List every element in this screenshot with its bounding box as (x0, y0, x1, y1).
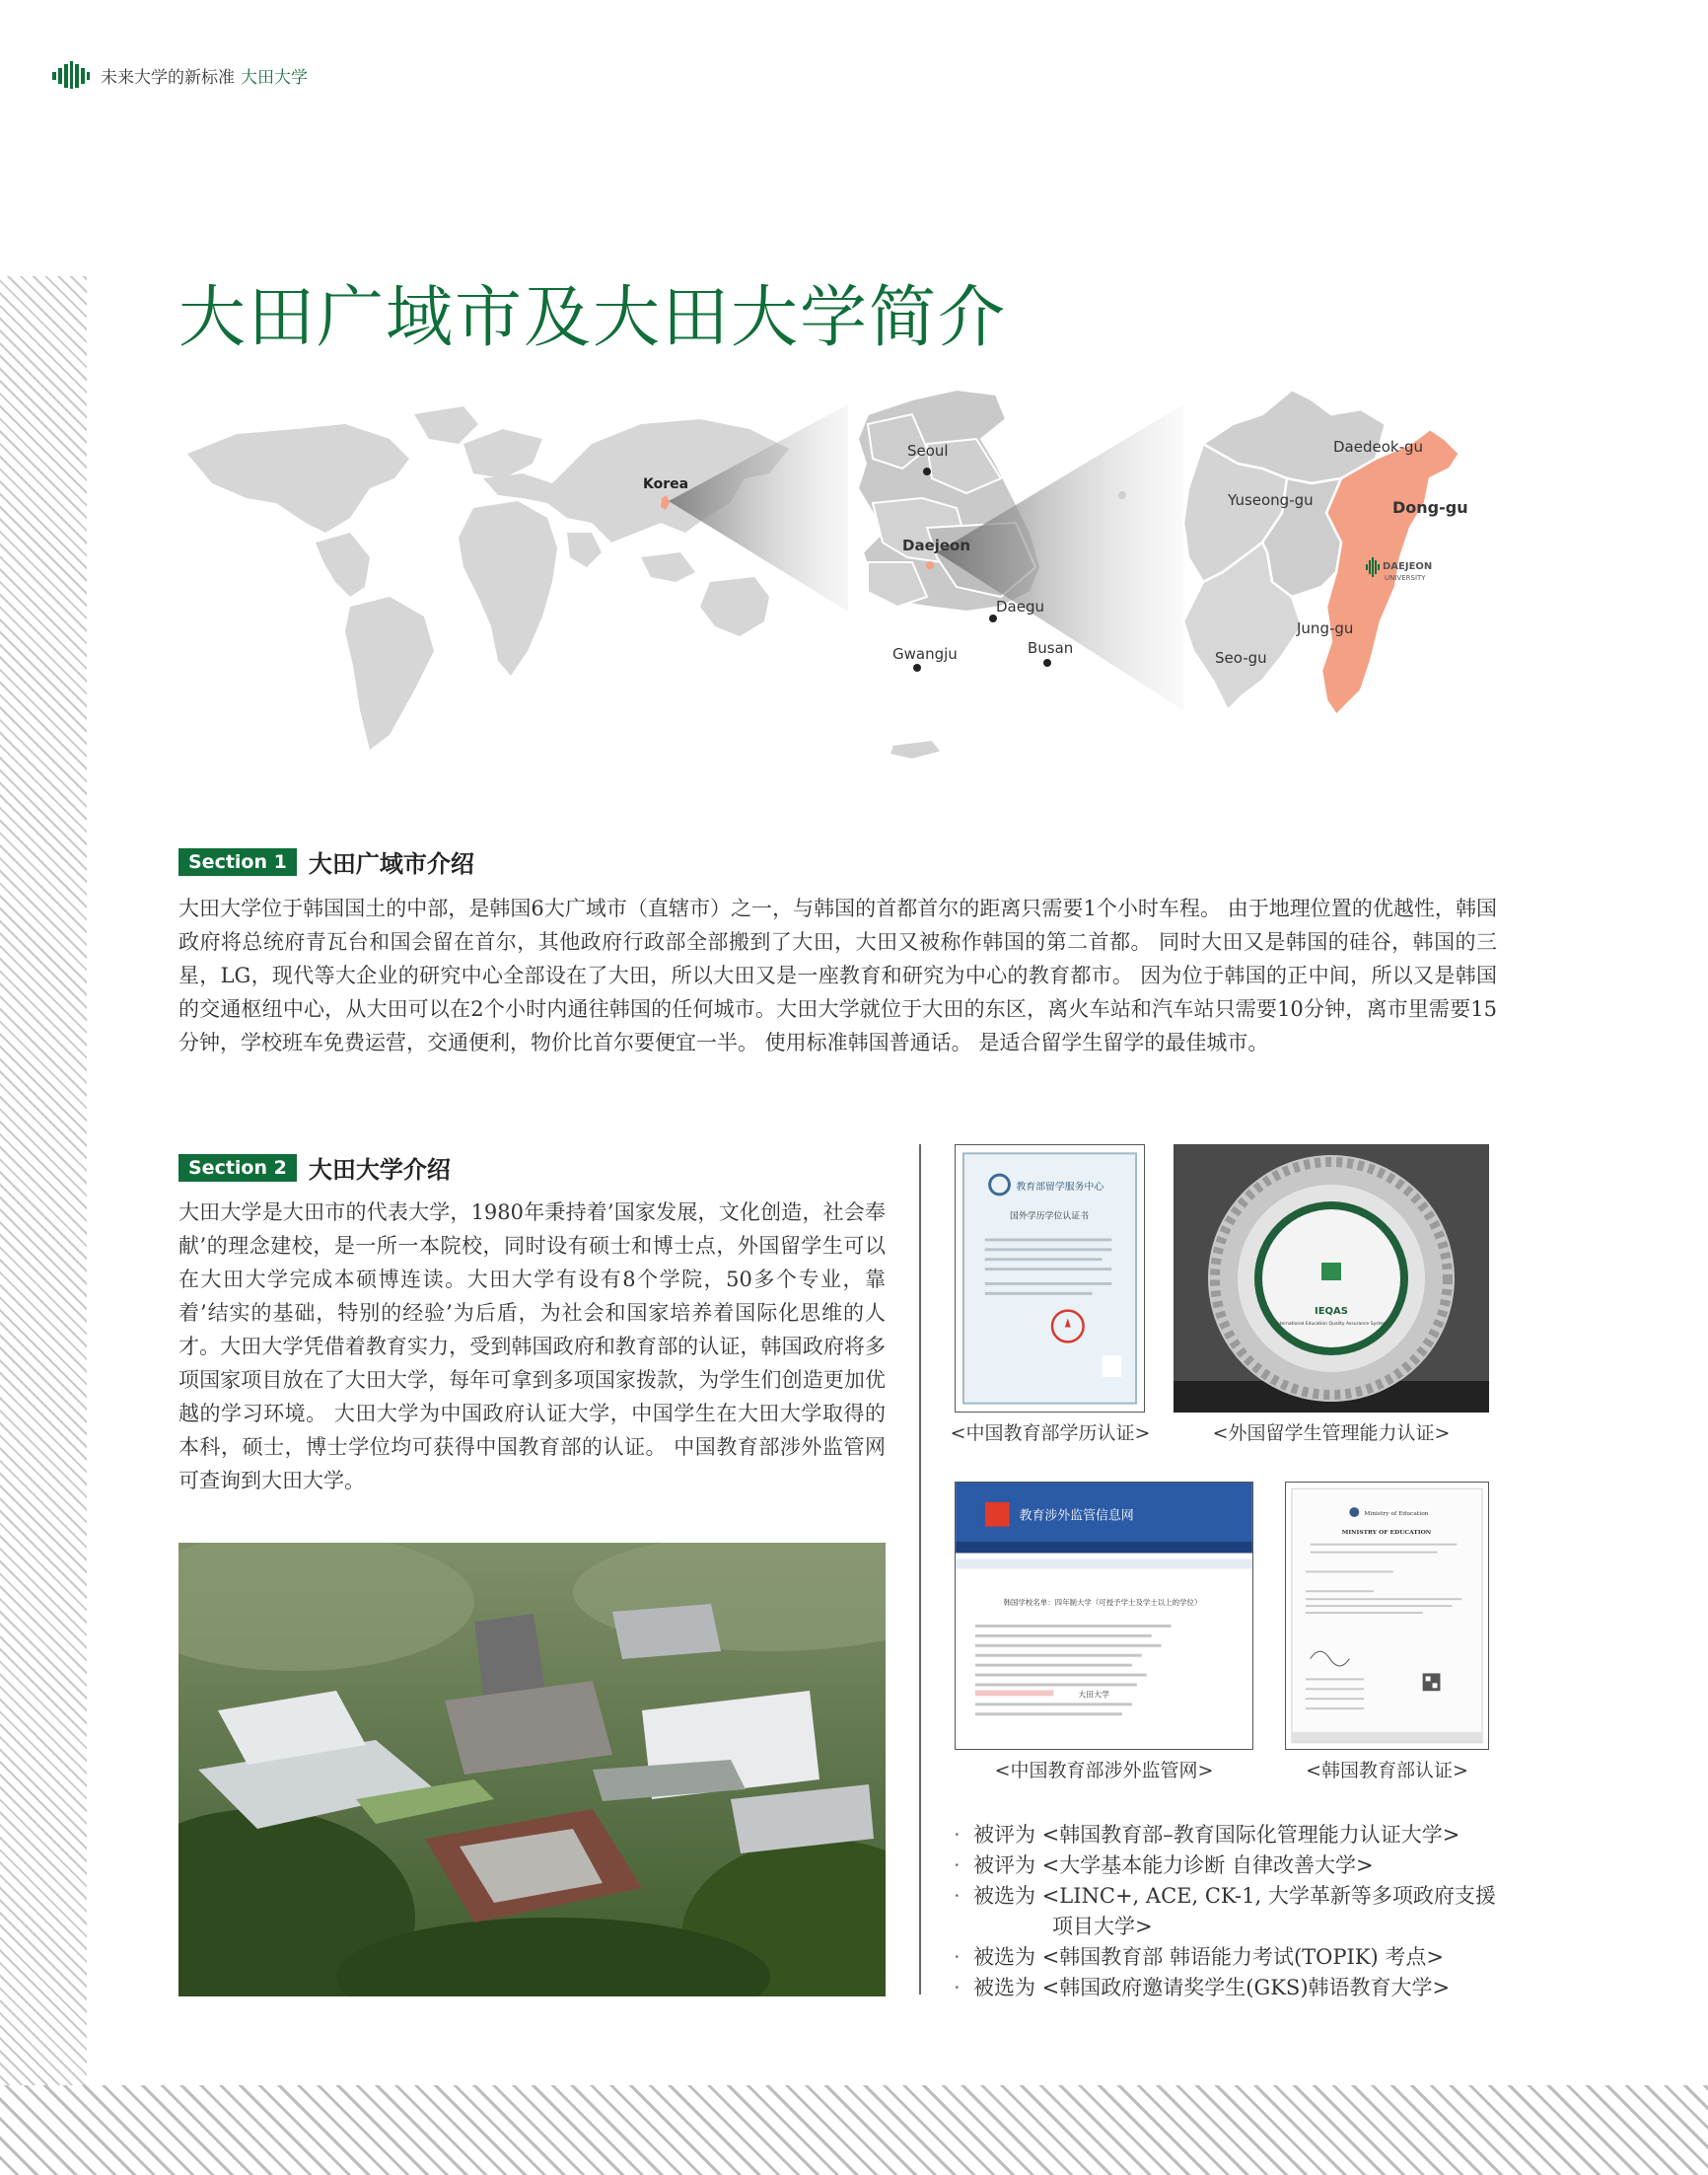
district-daedeok: Daedeok-gu (1333, 438, 1424, 456)
district-yuseong: Yuseong-gu (1228, 491, 1314, 509)
cert3-header: 教育涉外监管信息网 (1019, 1508, 1134, 1524)
busan-marker (1043, 659, 1051, 667)
cert3-caption: <中国教育部涉外监管网> (994, 1760, 1214, 1781)
section1-heading (178, 844, 474, 879)
world-map (187, 406, 789, 750)
district-jung: Jung-gu (1297, 619, 1354, 637)
cert4-header: Ministry of Education (1364, 1509, 1429, 1517)
cert2-title: International Education Quality Assurance System (1275, 1322, 1388, 1327)
cert4-caption: <韩国教育部认证> (1306, 1760, 1468, 1781)
city-daegu: Daegu (996, 598, 1044, 616)
cert1-title: 国外学历学位认证书 (1009, 1211, 1090, 1222)
achievements-list (952, 1820, 1496, 2003)
hatch-pattern-bottom (0, 2085, 1708, 2175)
certificate-supervision-website (955, 1482, 1253, 1750)
section1-body: 大田大学位于韩国国土的中部，是韩国6大广域市（直辖市）之一，与韩国的首都首尔的距离只需要1个小时车程。 由于地理位置的优越性，韩国政府将总统府青瓦台和国会留在首尔，其他政府行政部全部搬到了大田，大田又被称作韩国的第二首都。 同时大田又是韩国的硅谷，韩国的三星，LG，现代等大企业的研究中心全部设在了大田，所以大田又是一座教育和研究为中心的教育都市。 因为位于韩国的正中间，所以又是韩国的交通枢纽中心，从大田可以在2个小时内通往韩国的任何城市。大田大学就位于大田的东区，离火车站和汽车站只需要10分钟，离市里需要15分钟，学校班车免费运营，交通便利，物价比首尔要便宜一半。 使用标准韩国普通话。 是适合留学生留学的最佳城市。 (178, 897, 1497, 1054)
achievement-item: · 被评为 <韩国教育部–教育国际化管理能力认证大学> (952, 1820, 1496, 1850)
city-daejeon: Daejeon (902, 537, 971, 554)
city-busan: Busan (1028, 639, 1074, 657)
university-logo-text-2: UNIVERSITY (1385, 574, 1426, 582)
cert1-caption: <中国教育部学历认证> (950, 1422, 1151, 1444)
section2-badge: Section 2 (178, 1154, 297, 1182)
achievement-item: · 被选为 <韩国教育部 韩语能力考试(TOPIK) 考点> (952, 1942, 1496, 1973)
cert3-title: 韩国学校名单：四年制大学（可授予学士及学士以上的学位） (1003, 1598, 1202, 1608)
city-seoul: Seoul (907, 442, 949, 460)
certificate-education-ministry-degree (955, 1144, 1145, 1413)
cert3-annotation: 大田大学 (1078, 1690, 1109, 1700)
column-divider (919, 1144, 921, 1994)
certificate-korean-education-ministry (1285, 1482, 1489, 1750)
section2-heading (178, 1150, 451, 1185)
hatch-pattern-left (0, 276, 87, 2175)
cert4-title: MINISTRY OF EDUCATION (1341, 1528, 1432, 1536)
section2-title: 大田大学介绍 (308, 1155, 451, 1184)
section1-title: 大田广域市介绍 (308, 849, 474, 878)
daejeon-marker (926, 561, 934, 569)
campus-aerial-photo (178, 1543, 886, 1996)
daegu-marker (989, 615, 997, 622)
achievement-item: · 被选为 <韩国政府邀请奖学生(GKS)韩语教育大学> (952, 1973, 1496, 2003)
cert2-caption: <外国留学生管理能力认证> (1212, 1422, 1451, 1444)
page-header (51, 59, 308, 91)
cert1-header: 教育部留学服务中心 (1016, 1181, 1104, 1193)
district-dong: Dong-gu (1392, 498, 1468, 517)
achievement-item: · 被评为 <大学基本能力诊断 自律改善大学> (952, 1850, 1496, 1881)
achievement-item: · 被选为 <LINC+, ACE, CK-1, 大学革新等多项政府支援 项目大学> (952, 1881, 1496, 1942)
korea-label: Korea (643, 476, 689, 492)
page-title: 大田广域市及大田大学简介 (178, 279, 1008, 357)
brand-name: 大田大学 (241, 67, 308, 88)
certificate-foreign-student-management (1174, 1144, 1489, 1413)
seoul-marker (923, 468, 931, 475)
university-logo-icon (51, 59, 91, 91)
gwangju-marker (913, 664, 921, 672)
section1-badge: Section 1 (178, 848, 297, 876)
location-map (178, 385, 1499, 799)
district-seo: Seo-gu (1215, 649, 1267, 667)
university-logo-text-1: DAEJEON (1383, 561, 1433, 572)
brand-tagline: 未来大学的新标准 (101, 67, 235, 88)
cert2-header: IEQAS (1315, 1306, 1348, 1317)
section2-body: 大田大学是大田市的代表大学，1980年秉持着’国家发展，文化创造，社会奉献’的理念建校，是一所一本院校，同时设有硕士和博士点，外国留学生可以在大田大学完成本硕博连读。大田大学有设有8个学院，50多个专业，靠着’结实的基础，特别的经验’为后盾，为社会和国家培养着国际化思维的人才。大田大学凭借着教育实力，受到韩国政府和教育部的认证，韩国政府将多项国家项目放在了大田大学，每年可拿到多项国家拨款，为学生们创造更加优越的学习环境。 大田大学为中国政府认证大学，中国学生在大田大学取得的本科，硕士，博士学位均可获得中国教育部的认证。 中国教育部涉外监管网可查询到大田大学。 (178, 1200, 886, 1492)
city-gwangju: Gwangju (892, 645, 958, 663)
